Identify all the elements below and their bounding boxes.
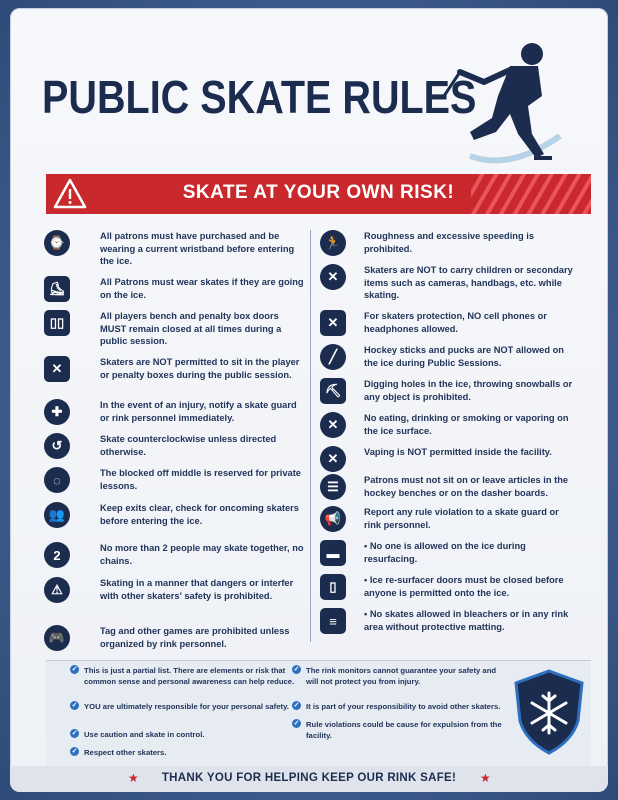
star-icon: ★ — [480, 771, 491, 785]
check-icon: ✓ — [293, 720, 300, 727]
no-vaping-icon: ✕ — [320, 446, 346, 472]
note-item — [71, 747, 296, 758]
note-text: Use caution and skate in control. — [84, 730, 205, 739]
rule-text: Report any rule violation to a skate guard or rink personnel. — [364, 507, 559, 530]
notes-panel — [46, 660, 591, 769]
rule-text: All Patrons must wear skates if they are going on the ice. — [100, 277, 304, 300]
note-item — [293, 719, 502, 741]
bench-icon: ☰ — [320, 474, 346, 500]
footer-bar — [10, 766, 608, 792]
rule-text: • Ice re-surfacer doors must be closed before anyone is permitted onto the ice. — [364, 575, 564, 598]
doors-icon: ▯▯ — [44, 310, 70, 336]
rule-text: For skaters protection, NO cell phones or headphones allowed. — [364, 311, 547, 334]
rule-text: The blocked off middle is reserved for private lessons. — [100, 468, 301, 491]
running-icon: 🏃 — [320, 230, 346, 256]
note-item — [71, 665, 296, 687]
no-sitting-icon: ✕ — [44, 356, 70, 382]
rule-text: Skate counterclockwise unless directed otherwise. — [100, 434, 277, 457]
rule-text: Patrons must not sit on or leave articles in the hockey benches or on the dasher boards. — [364, 475, 569, 498]
note-text: It is part of your responsibility to avoid other skaters. — [306, 702, 501, 711]
note-text: Respect other skaters. — [84, 748, 167, 757]
rule-text: Skaters are NOT permitted to sit in the player or penalty boxes during the public session. — [100, 357, 300, 380]
gamepad-icon: 🎮 — [44, 625, 70, 651]
no-eating-icon: ✕ — [320, 412, 346, 438]
column-divider — [310, 230, 311, 642]
no-phone-icon: ✕ — [320, 310, 346, 336]
people-icon: 👥 — [44, 502, 70, 528]
hockey-stick-icon: ╱ — [320, 344, 346, 370]
check-icon: ✓ — [71, 730, 78, 737]
check-icon: ✓ — [293, 702, 300, 709]
note-item — [293, 701, 502, 712]
rule-text: Skaters are NOT to carry children or secondary items such as cameras, handbags, etc. while skating. — [364, 265, 573, 301]
rule-text: Vaping is NOT permitted inside the facility. — [364, 447, 552, 457]
rule-text: • No one is allowed on the ice during resurfacing. — [364, 541, 526, 564]
check-icon: ✓ — [71, 702, 78, 709]
rule-text: Digging holes in the ice, throwing snowballs or any object is prohibited. — [364, 379, 573, 402]
rule-text: Roughness and excessive speeding is prohibited. — [364, 231, 534, 254]
rule-text: Tag and other games are prohibited unless organized by rink personnel. — [100, 626, 290, 649]
check-icon: ✓ — [71, 666, 78, 673]
note-item — [293, 665, 502, 687]
warning-icon: ⚠ — [44, 577, 70, 603]
poster-sheet — [10, 8, 608, 792]
door-icon: ▯ — [320, 574, 346, 600]
note-item — [71, 729, 296, 740]
counterclockwise-icon: ↺ — [44, 433, 70, 459]
rule-text: • No skates allowed in bleachers or in any rink area without protective matting. — [364, 609, 569, 632]
digging-icon: ⛏ — [320, 378, 346, 404]
megaphone-icon: 📢 — [320, 506, 346, 532]
check-icon: ✓ — [293, 666, 300, 673]
note-text: This is just a partial list. There are elements or risk that common sense and personal awareness can help reduce. — [84, 666, 295, 686]
dashed-circle-icon: ◌ — [44, 467, 70, 493]
rule-text: Hockey sticks and pucks are NOT allowed on the ice during Public Sessions. — [364, 345, 564, 368]
number-two-icon: 2 — [44, 542, 70, 568]
check-icon: ✓ — [71, 748, 78, 755]
hockey-skater-icon — [440, 36, 570, 176]
star-icon: ★ — [128, 771, 139, 785]
no-carry-icon: ✕ — [320, 264, 346, 290]
note-text: The rink monitors cannot guarantee your safety and will not protect you from injury. — [306, 666, 497, 686]
banner-text: SKATE AT YOUR OWN RISK! — [182, 182, 455, 203]
note-item — [71, 701, 296, 712]
snowflake-shield-icon — [512, 669, 586, 755]
note-text: YOU are ultimately responsible for your personal safety. — [84, 702, 289, 711]
rule-text: No eating, drinking or smoking or vaporing on the ice surface. — [364, 413, 569, 436]
rule-text: All players bench and penalty box doors MUST remain closed at all times during a public session. — [100, 311, 282, 347]
resurfacer-icon: ▬ — [320, 540, 346, 566]
bleachers-icon: ≡ — [320, 608, 346, 634]
first-aid-icon: ✚ — [44, 399, 70, 425]
skate-icon: ⛸ — [44, 276, 70, 302]
rule-text: Keep exits clear, check for oncoming skaters before entering the ice. — [100, 503, 299, 526]
rule-text: Skating in a manner that dangers or interfer with other skaters' safety is prohibited. — [100, 578, 294, 601]
note-text: Rule violations could be cause for expulsion from the facility. — [306, 720, 502, 740]
rule-text: No more than 2 people may skate together, no chains. — [100, 543, 304, 566]
rule-text: All patrons must have purchased and be wearing a current wristband before entering the ice. — [100, 231, 295, 267]
footer-text: THANK YOU FOR HELPING KEEP OUR RINK SAFE! — [161, 772, 457, 784]
page-title: PUBLIC SKATE RULES — [42, 71, 477, 123]
rule-text: In the event of an injury, notify a skate guard or rink personnel immediately. — [100, 400, 297, 423]
wristband-icon: ⌚ — [44, 230, 70, 256]
warning-banner — [46, 174, 591, 214]
